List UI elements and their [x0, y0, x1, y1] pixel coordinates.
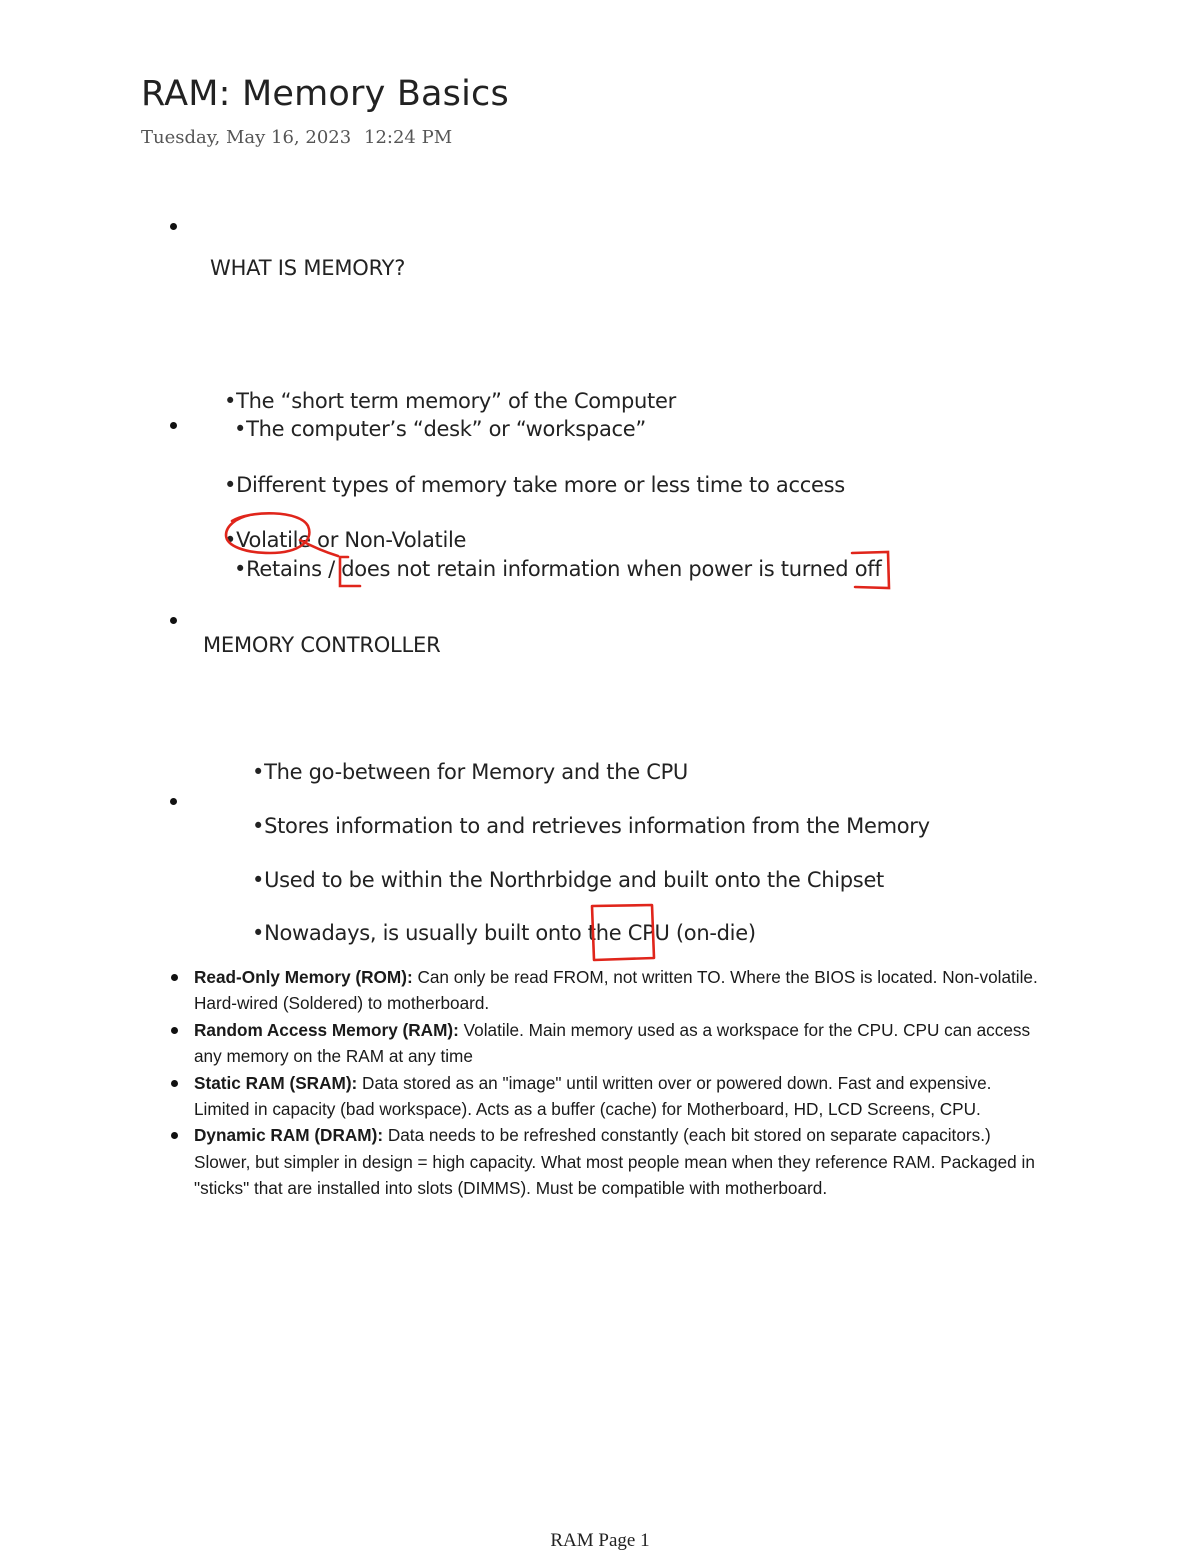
slide1-line: •Volatile or Non-Volatile [224, 528, 467, 552]
page-footer: RAM Page 1 [550, 1530, 650, 1551]
slide2-line: •Stores information to and retrieves information from the Memory [252, 814, 930, 838]
note-term: Static RAM (SRAM): [194, 1072, 358, 1093]
note-term: Random Access Memory (RAM): [194, 1019, 459, 1040]
page-title: RAM: Memory Basics [141, 74, 509, 114]
slide1-line: •The “short term memory” of the Computer [224, 389, 676, 413]
volatile-circle-annotation [226, 513, 338, 556]
page-date: Tuesday, May 16, 2023 [141, 127, 352, 148]
slide1-line: •The computer’s “desk” or “workspace” [234, 417, 646, 441]
cpu-box-annotation [592, 905, 654, 960]
list-item [168, 964, 1048, 1017]
note-text: Volatile. Main memory used as a workspace for the CPU. CPU can access any memory on the RAM at any time [194, 1019, 1031, 1067]
slide2-line: •The go-between for Memory and the CPU [252, 760, 688, 784]
off-bracket-annotation [852, 552, 889, 588]
note-text: Data needs to be refreshed constantly (each bit stored on separate capacitors.) Slower, but simpler in design = high capacity. What most people mean when they reference RAM. Packaged in "sticks" that are installed into slots (DIMMS). Must be compatible with motherboard. [194, 1125, 1035, 1199]
slide1-line: •Different types of memory take more or less time to access [224, 473, 845, 497]
bullet-dot [171, 1027, 178, 1034]
slide2-line: •Nowadays, is usually built onto the CPU (on-die) [252, 921, 756, 945]
note-text: Can only be read FROM, not written TO. Where the BIOS is located. Non-volatile. Hard-wired (Soldered) to motherboard. [194, 967, 1038, 1014]
does-bracket-annotation [340, 557, 360, 586]
note-text: Data stored as an "image" until written over or powered down. Fast and expensive. Limited in capacity (bad workspace). Acts as a buffer (cache) for Motherboard, HD, LCD Screens, CPU. [194, 1072, 992, 1120]
slide1-line: •Retains / does not retain information when power is turned off [234, 557, 882, 581]
note-term: Read-Only Memory (ROM): [194, 967, 413, 987]
bullet-dot [171, 974, 178, 981]
notes-list [168, 964, 1048, 1202]
page-time: 12:24 PM [364, 127, 453, 148]
bullet-dot [171, 1080, 178, 1087]
bullet-dot [171, 1132, 178, 1139]
list-item [168, 1070, 1048, 1123]
slide1-heading: WHAT IS MEMORY? [210, 256, 406, 280]
note-term: Dynamic RAM (DRAM): [194, 1125, 384, 1146]
slide2-heading: MEMORY CONTROLLER [203, 633, 441, 657]
list-item [168, 1017, 1048, 1070]
slide2-line: •Used to be within the Northrbidge and built onto the Chipset [252, 868, 884, 892]
list-item [168, 1122, 1048, 1201]
